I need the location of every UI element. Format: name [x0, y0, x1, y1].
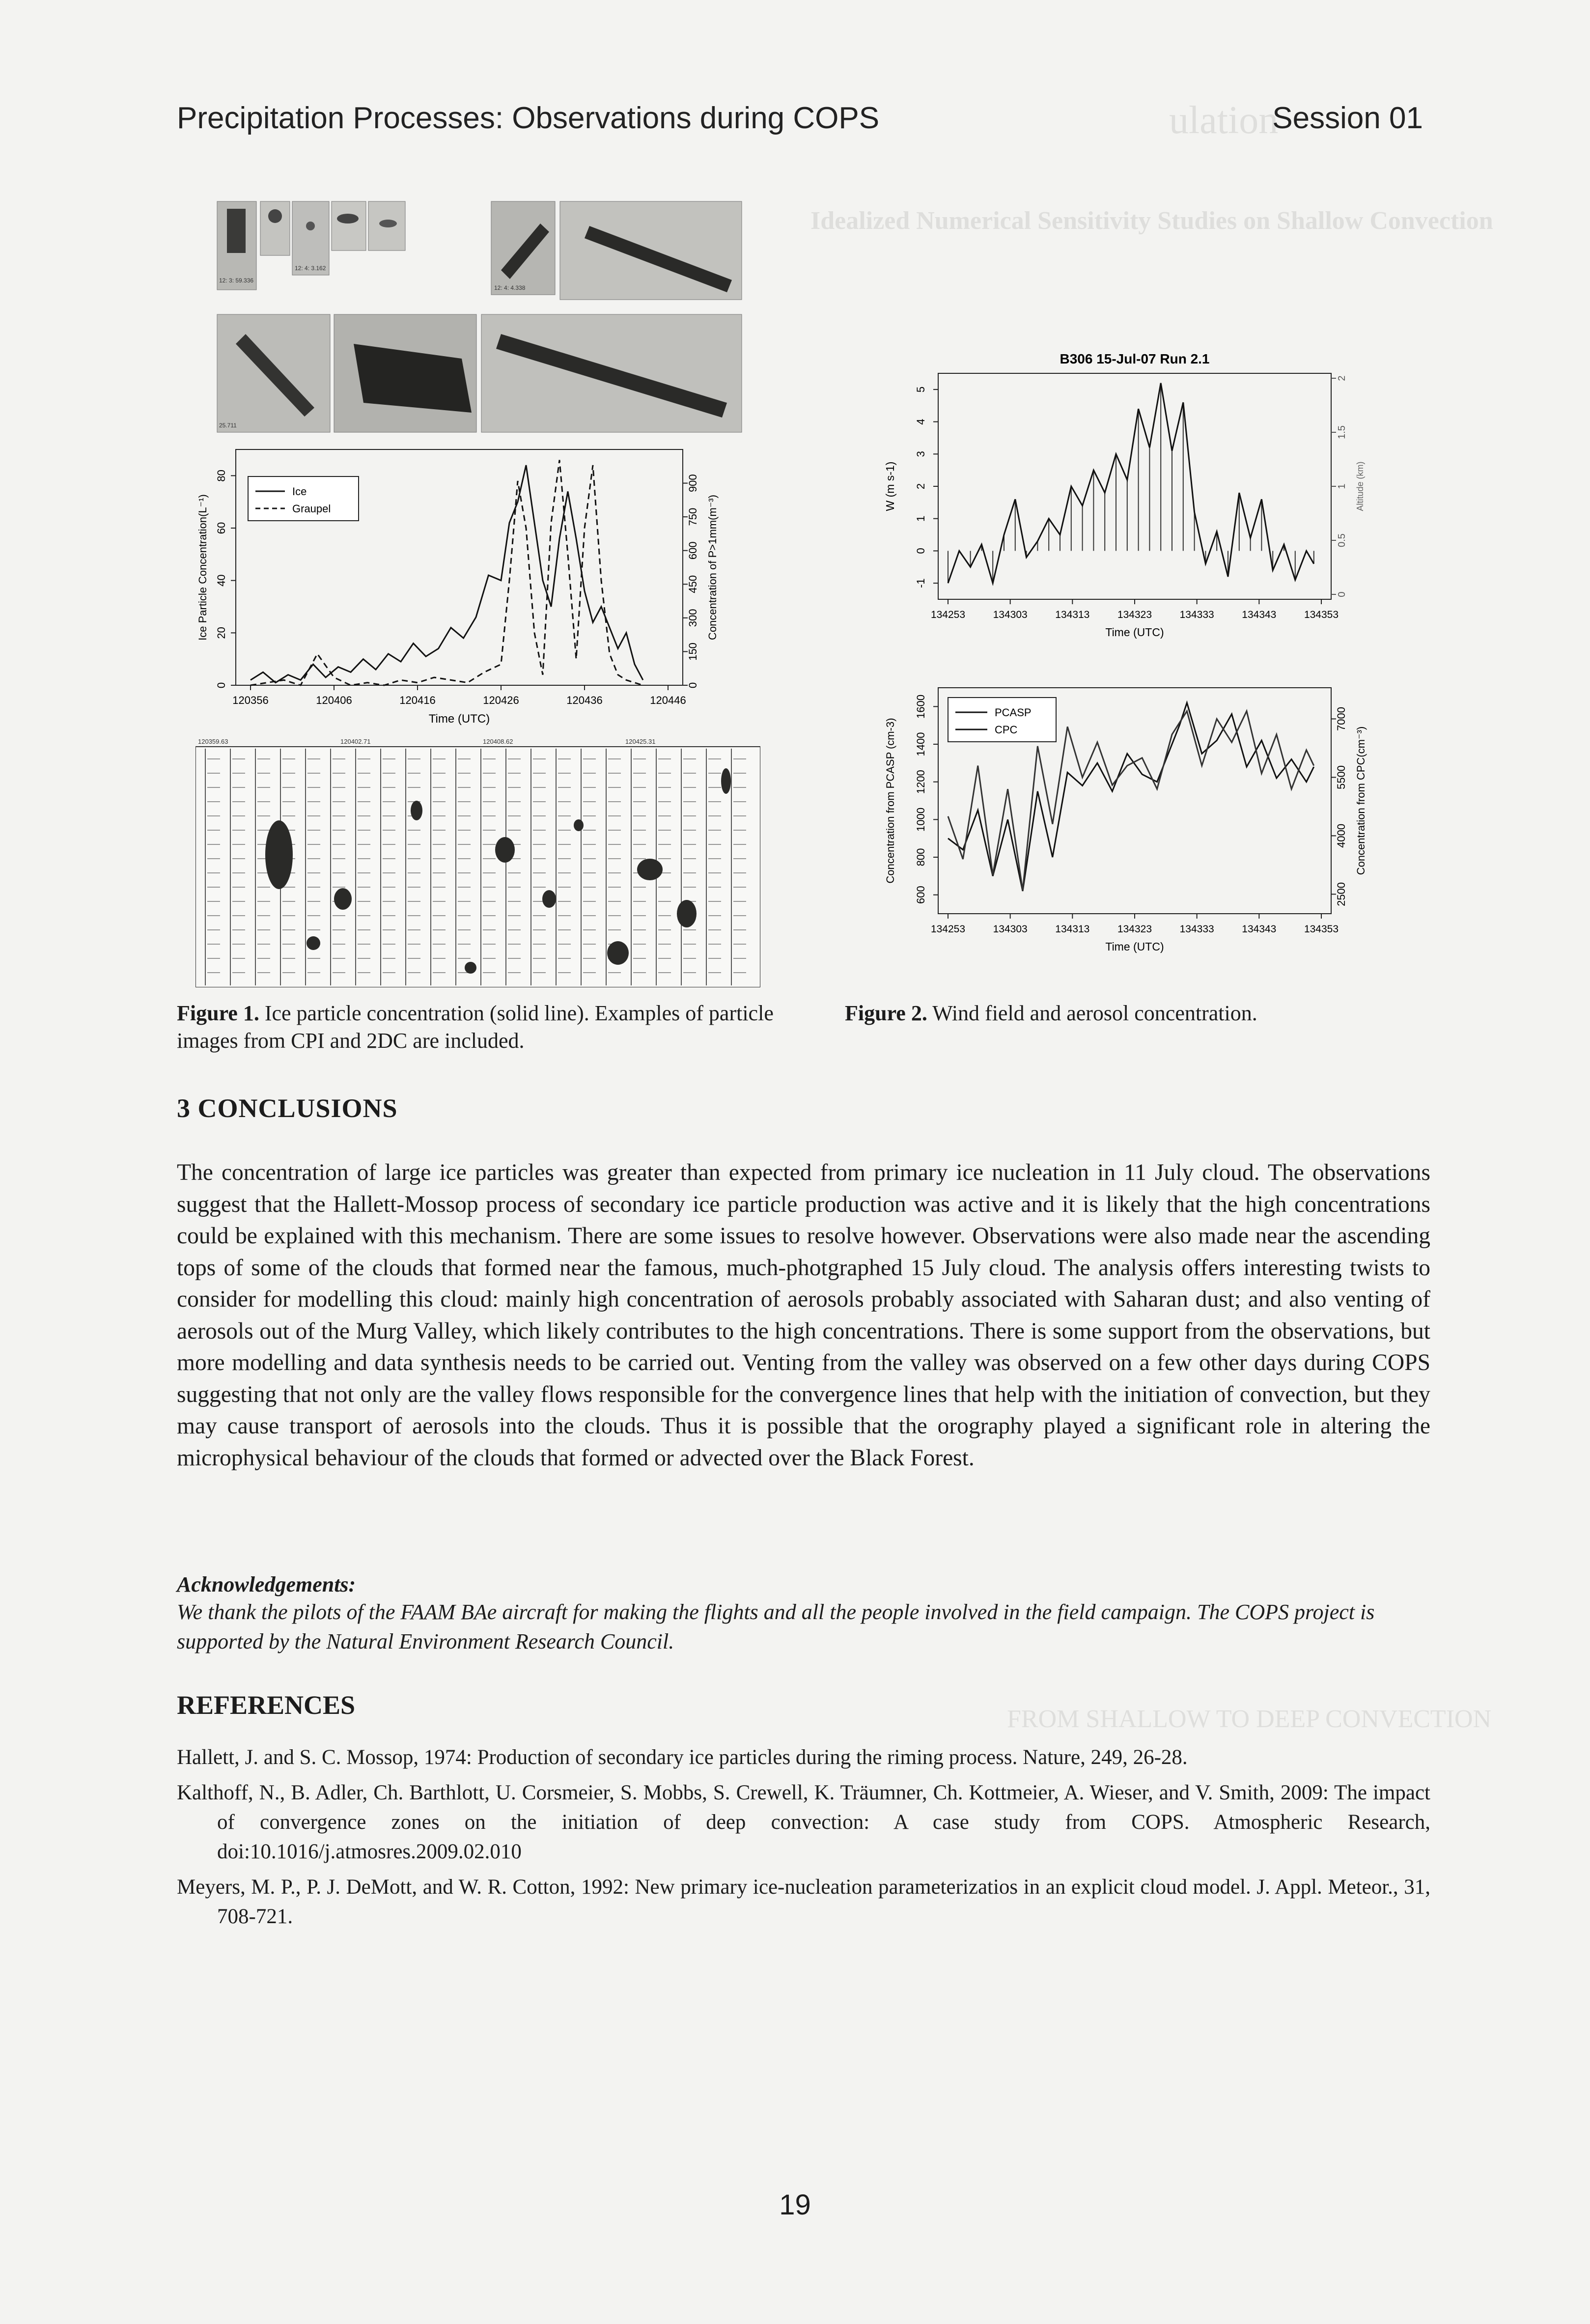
y2-tick-label: 2500: [1335, 882, 1347, 906]
y-tick-label: 1: [915, 515, 927, 522]
particle-image: [265, 820, 293, 889]
showthrough-text: Idealized Numerical Sensitivity Studies on Shallow Convection: [810, 207, 1493, 235]
strip-time-label: 120402.71: [340, 738, 371, 745]
figure1-caption-text: Ice particle concentration (solid line). Examples of particle images from CPI and 2DC are included.: [177, 1001, 774, 1053]
cpi-particle: [227, 209, 246, 253]
header-title: Precipitation Processes: Observations during COPS: [177, 101, 880, 135]
particle-image: [542, 890, 556, 908]
x-tick-label: 120356: [232, 694, 269, 706]
y2-tick-label: 900: [687, 474, 699, 492]
y-tick-label: 2: [915, 483, 927, 490]
y2-tick-label: 0.5: [1337, 533, 1347, 547]
cpi-particle: [337, 214, 359, 224]
x-tick-label: 120406: [316, 694, 352, 706]
y2-axis-label: Concentration from CPC(cm⁻³): [1355, 726, 1367, 875]
reference-item: Hallett, J. and S. C. Mossop, 1974: Production of secondary ice particles during the riming process. Nature, 249, 26-28.: [177, 1746, 1188, 1769]
strip-time-label: 120425.31: [625, 738, 656, 745]
acknowledgements-title: Acknowledgements:: [177, 1572, 356, 1596]
y2-tick-label: 600: [687, 541, 699, 560]
y-tick-label: -1: [915, 578, 927, 588]
y-tick-label: 40: [215, 574, 227, 587]
cpi-label: 12: 4: 3.162: [295, 265, 326, 272]
acknowledgements-text: We thank the pilots of the FAAM BAe aircraft for making the flights and all the people involved in the field campaign. The COPS project is supported by the Natural Environment Research Council.: [177, 1600, 1375, 1653]
x-tick-label: 134353: [1304, 609, 1339, 620]
x-tick-label: 134303: [993, 924, 1028, 935]
y-axis-label: Concentration from PCASP (cm-3): [884, 718, 896, 884]
y-tick-label: 1400: [915, 732, 927, 756]
x-tick-label: 120446: [650, 694, 686, 706]
y-tick-label: 1000: [915, 807, 927, 832]
x-tick-label: 134343: [1242, 609, 1277, 620]
y2-tick-label: 7000: [1335, 706, 1347, 731]
y-tick-label: 5: [915, 386, 927, 392]
x-tick-label: 134253: [930, 609, 966, 620]
x-tick-label: 120426: [483, 694, 519, 706]
cpi-tile: [332, 201, 366, 251]
y-tick-label: 80: [215, 470, 227, 482]
particle-image: [677, 900, 697, 927]
running-header: [177, 101, 1423, 145]
showthrough-text: ulation: [1169, 99, 1279, 142]
y-tick-label: 20: [215, 627, 227, 639]
y2-tick-label: 300: [687, 609, 699, 627]
x-axis-label: Time (UTC): [1105, 940, 1164, 953]
x-axis-label: Time (UTC): [1105, 626, 1164, 639]
references-list: [177, 1743, 1430, 1937]
figure1-caption-label: Figure 1.: [177, 1001, 259, 1025]
wind-series-line: [948, 383, 1314, 583]
y-tick-label: 600: [915, 886, 927, 904]
y2-tick-label: 4000: [1335, 823, 1347, 848]
y-tick-label: 0: [915, 548, 927, 554]
figure1-chart: [192, 440, 761, 734]
x-tick-label: 134313: [1055, 609, 1090, 620]
y-tick-label: 60: [215, 522, 227, 534]
x-tick-label: 134253: [930, 924, 966, 935]
header-session: Session 01: [1272, 101, 1423, 135]
figure1-cpi-images: [216, 196, 747, 437]
2dc-image-strip: [195, 737, 760, 987]
aerosol-concentration-chart: [874, 668, 1405, 978]
reference-item: Meyers, M. P., P. J. DeMott, and W. R. Cotton, 1992: New primary ice-nucleation parameterizatios in an explicit cloud model. J. Appl. Meteor., 31, 708-721.: [177, 1876, 1430, 1928]
particle-image: [465, 962, 476, 974]
x-tick-label: 134323: [1117, 924, 1152, 935]
cpi-label: 25.711: [219, 422, 237, 429]
y2-tick-label: 2: [1337, 375, 1347, 381]
particle-image: [495, 837, 515, 863]
particle-image: [411, 801, 422, 820]
chart-title: B306 15-Jul-07 Run 2.1: [1060, 351, 1210, 366]
x-tick-label: 134353: [1304, 924, 1339, 935]
references-title: REFERENCES: [177, 1690, 356, 1720]
particle-image: [307, 936, 320, 950]
y2-tick-label: 450: [687, 575, 699, 593]
y2-axis-label: Altitude (km): [1355, 461, 1365, 511]
strip-time-label: 120359.63: [198, 738, 228, 745]
particle-image: [637, 859, 663, 880]
figure2-caption-label: Figure 2.: [845, 1001, 927, 1025]
particle-image: [334, 888, 352, 910]
y2-tick-label: 0: [1337, 591, 1347, 597]
y-tick-label: 800: [915, 848, 927, 867]
x-tick-label: 134333: [1179, 609, 1214, 620]
particle-image: [721, 768, 731, 794]
y2-tick-label: 1: [1337, 483, 1347, 489]
cpi-particle: [379, 220, 397, 227]
y2-tick-label: 0: [687, 682, 699, 689]
figure2-caption: [845, 1000, 1434, 1027]
x-axis-label: Time (UTC): [428, 712, 490, 726]
y-tick-label: 4: [915, 419, 927, 425]
legend-label: CPC: [995, 724, 1018, 736]
y-tick-label: 1600: [915, 694, 927, 719]
wind-field-chart: [874, 344, 1405, 663]
section-title-conclusions: 3 CONCLUSIONS: [177, 1093, 398, 1123]
ice-concentration-chart: [192, 440, 761, 734]
y-tick-label: 0: [215, 682, 227, 689]
y2-tick-label: 750: [687, 507, 699, 526]
x-tick-label: 134313: [1055, 924, 1090, 935]
figure2-caption-text: Wind field and aerosol concentration.: [932, 1001, 1257, 1025]
x-tick-label: 134343: [1242, 924, 1277, 935]
x-tick-label: 134323: [1117, 609, 1152, 620]
y-tick-label: 1200: [915, 770, 927, 794]
cpi-label: 12: 3: 59.336: [219, 277, 254, 284]
cpi-image-collage: [216, 196, 747, 437]
y2-axis-label: Concentration of P>1mm(m⁻³): [706, 495, 719, 640]
cpi-particle: [268, 209, 282, 223]
x-tick-label: 134333: [1179, 924, 1214, 935]
reference-item: Kalthoff, N., B. Adler, Ch. Barthlott, U. Corsmeier, S. Mobbs, S. Crewell, K. Träumner, Ch. Kottmeier, A. Wieser, and V. Smith, 2009: The impact of convergence zones on the initiation of deep convection: A case study from COPS. Atmospheric Research, doi:10.1016/j.atmosres.2009.02.010: [177, 1781, 1430, 1863]
figure2-wind-chart: [874, 344, 1405, 663]
particle-image: [574, 819, 584, 831]
cpi-tile: [292, 201, 329, 275]
showthrough-text: FROM SHALLOW TO DEEP CONVECTION: [1007, 1705, 1492, 1733]
y-axis-label: Ice Particle Concentration(L⁻¹): [196, 494, 209, 641]
figure1-caption: [177, 1000, 791, 1055]
particle-image: [607, 941, 629, 965]
strip-time-label: 120408.62: [483, 738, 513, 745]
y-tick-label: 3: [915, 451, 927, 457]
x-tick-label: 120436: [566, 694, 603, 706]
figure1-2dc-strip: [195, 737, 760, 987]
y2-tick-label: 150: [687, 643, 699, 661]
cpi-label: 12: 4: 4.338: [494, 284, 526, 291]
y-axis-label: W (m s-1): [884, 461, 896, 511]
y2-tick-label: 5500: [1335, 765, 1347, 789]
y2-tick-label: 1.5: [1337, 425, 1347, 439]
conclusions-paragraph: The concentration of large ice particles was greater than expected from primary ice nucleation in 11 July cloud. The observations suggest that the Hallett-Mossop process of secondary ice particle production was active and it is likely that the high concentrations could be explained with this mechanism. There are some issues to resolve however. Observations were also made near the ascending tops of some of the clouds that formed near the famous, much-photgraphed 15 July cloud. The analysis offers interesting twists to consider for modelling this cloud: mainly high concentration of aerosols probably associated with Saharan dust; and also venting of aerosols out of the Murg Valley, which likely contributes to the high concentrations. There is some support from the observations, but more modelling and data synthesis needs to be carried out. Venting from the valley was observed on a few other days during COPS suggesting that not only are the valley flows responsible for the convergence lines that help with the initiation of convection, but they may cause transport of aerosols into the clouds. Thus it is possible that the orography played a significant role in altering the microphysical behaviour of the clouds that formed or advected over the Black Forest.: [177, 1160, 1430, 1471]
legend-label: Graupel: [292, 503, 331, 515]
page-number: 19: [779, 2189, 811, 2221]
x-tick-label: 120416: [399, 694, 436, 706]
legend-label: PCASP: [995, 706, 1032, 719]
x-tick-label: 134303: [993, 609, 1028, 620]
figure2-aerosol-chart: [874, 668, 1405, 978]
cpi-particle: [306, 222, 315, 230]
legend-label: Ice: [292, 485, 307, 498]
